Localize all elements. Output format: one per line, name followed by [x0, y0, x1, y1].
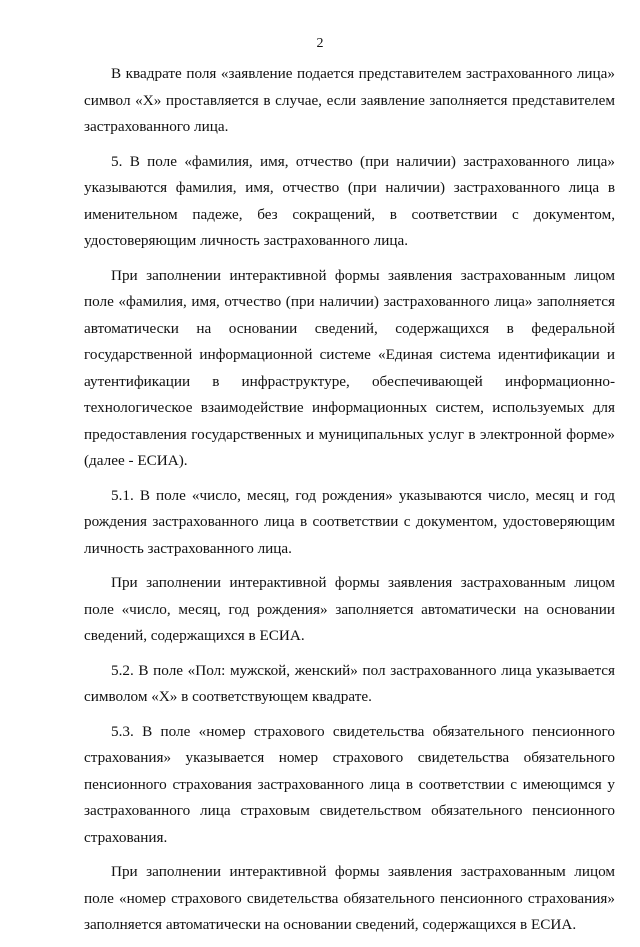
paragraph-insurance-number-autofill: При заполнении интерактивной формы заявления застрахованным лицом поле «номер страхового свидетельства обязательного пенсионного страхования» заполняется автоматически на основании сведений, содержащихся в ЕСИА. — [84, 863, 615, 933]
paragraph-full-name-autofill: При заполнении интерактивной формы заявления застрахованным лицом поле «фамилия, имя, отчество (при наличии) застрахованного лица» заполняется автоматически на основании сведений, содержащихся в федеральной государственной информационной системе «Единая система идентификации и аутентификации в инфраструктуре, обеспечивающей информационно-технологическое взаимодействие информационных систем, используемых для предоставления государственных и муниципальных услуг в электронной форме» (далее - ЕСИА). — [84, 266, 615, 469]
page-number: 2 — [316, 36, 324, 51]
paragraph-item-5-2-gender: 5.2. В поле «Пол: мужской, женский» пол застрахованного лица указывается символом «X» в соответствующем квадрате. — [84, 661, 615, 705]
paragraph-representative-checkbox: В квадрате поля «заявление подается представителем застрахованного лица» символ «X» проставляется в случае, если заявление заполняется представителем застрахованного лица. — [84, 65, 615, 135]
paragraph-birth-date-autofill: При заполнении интерактивной формы заявления застрахованным лицом поле «число, месяц, год рождения» заполняется автоматически на основании сведений, содержащихся в ЕСИА. — [84, 574, 615, 644]
paragraph-item-5-1-birth-date: 5.1. В поле «число, месяц, год рождения» указываются число, месяц и год рождения застрахованного лица в соответствии с документом, удостоверяющим личность застрахованного лица. — [84, 486, 615, 557]
paragraph-item-5-full-name: 5. В поле «фамилия, имя, отчество (при наличии) застрахованного лица» указываются фамилия, имя, отчество (при наличии) застрахованного лица в именительном падеже, без сокращений, в соответствии с документом, удостоверяющим личность застрахованного лица. — [84, 152, 615, 249]
paragraph-item-5-3-insurance-number: 5.3. В поле «номер страхового свидетельства обязательного пенсионного страхования» указывается номер страхового свидетельства обязательного пенсионного страхования застрахованного лица в соответствии с имеющимся у застрахованного лица страховым свидетельством обязательного пенсионного страхования. — [84, 722, 615, 846]
document-body — [84, 61, 615, 947]
